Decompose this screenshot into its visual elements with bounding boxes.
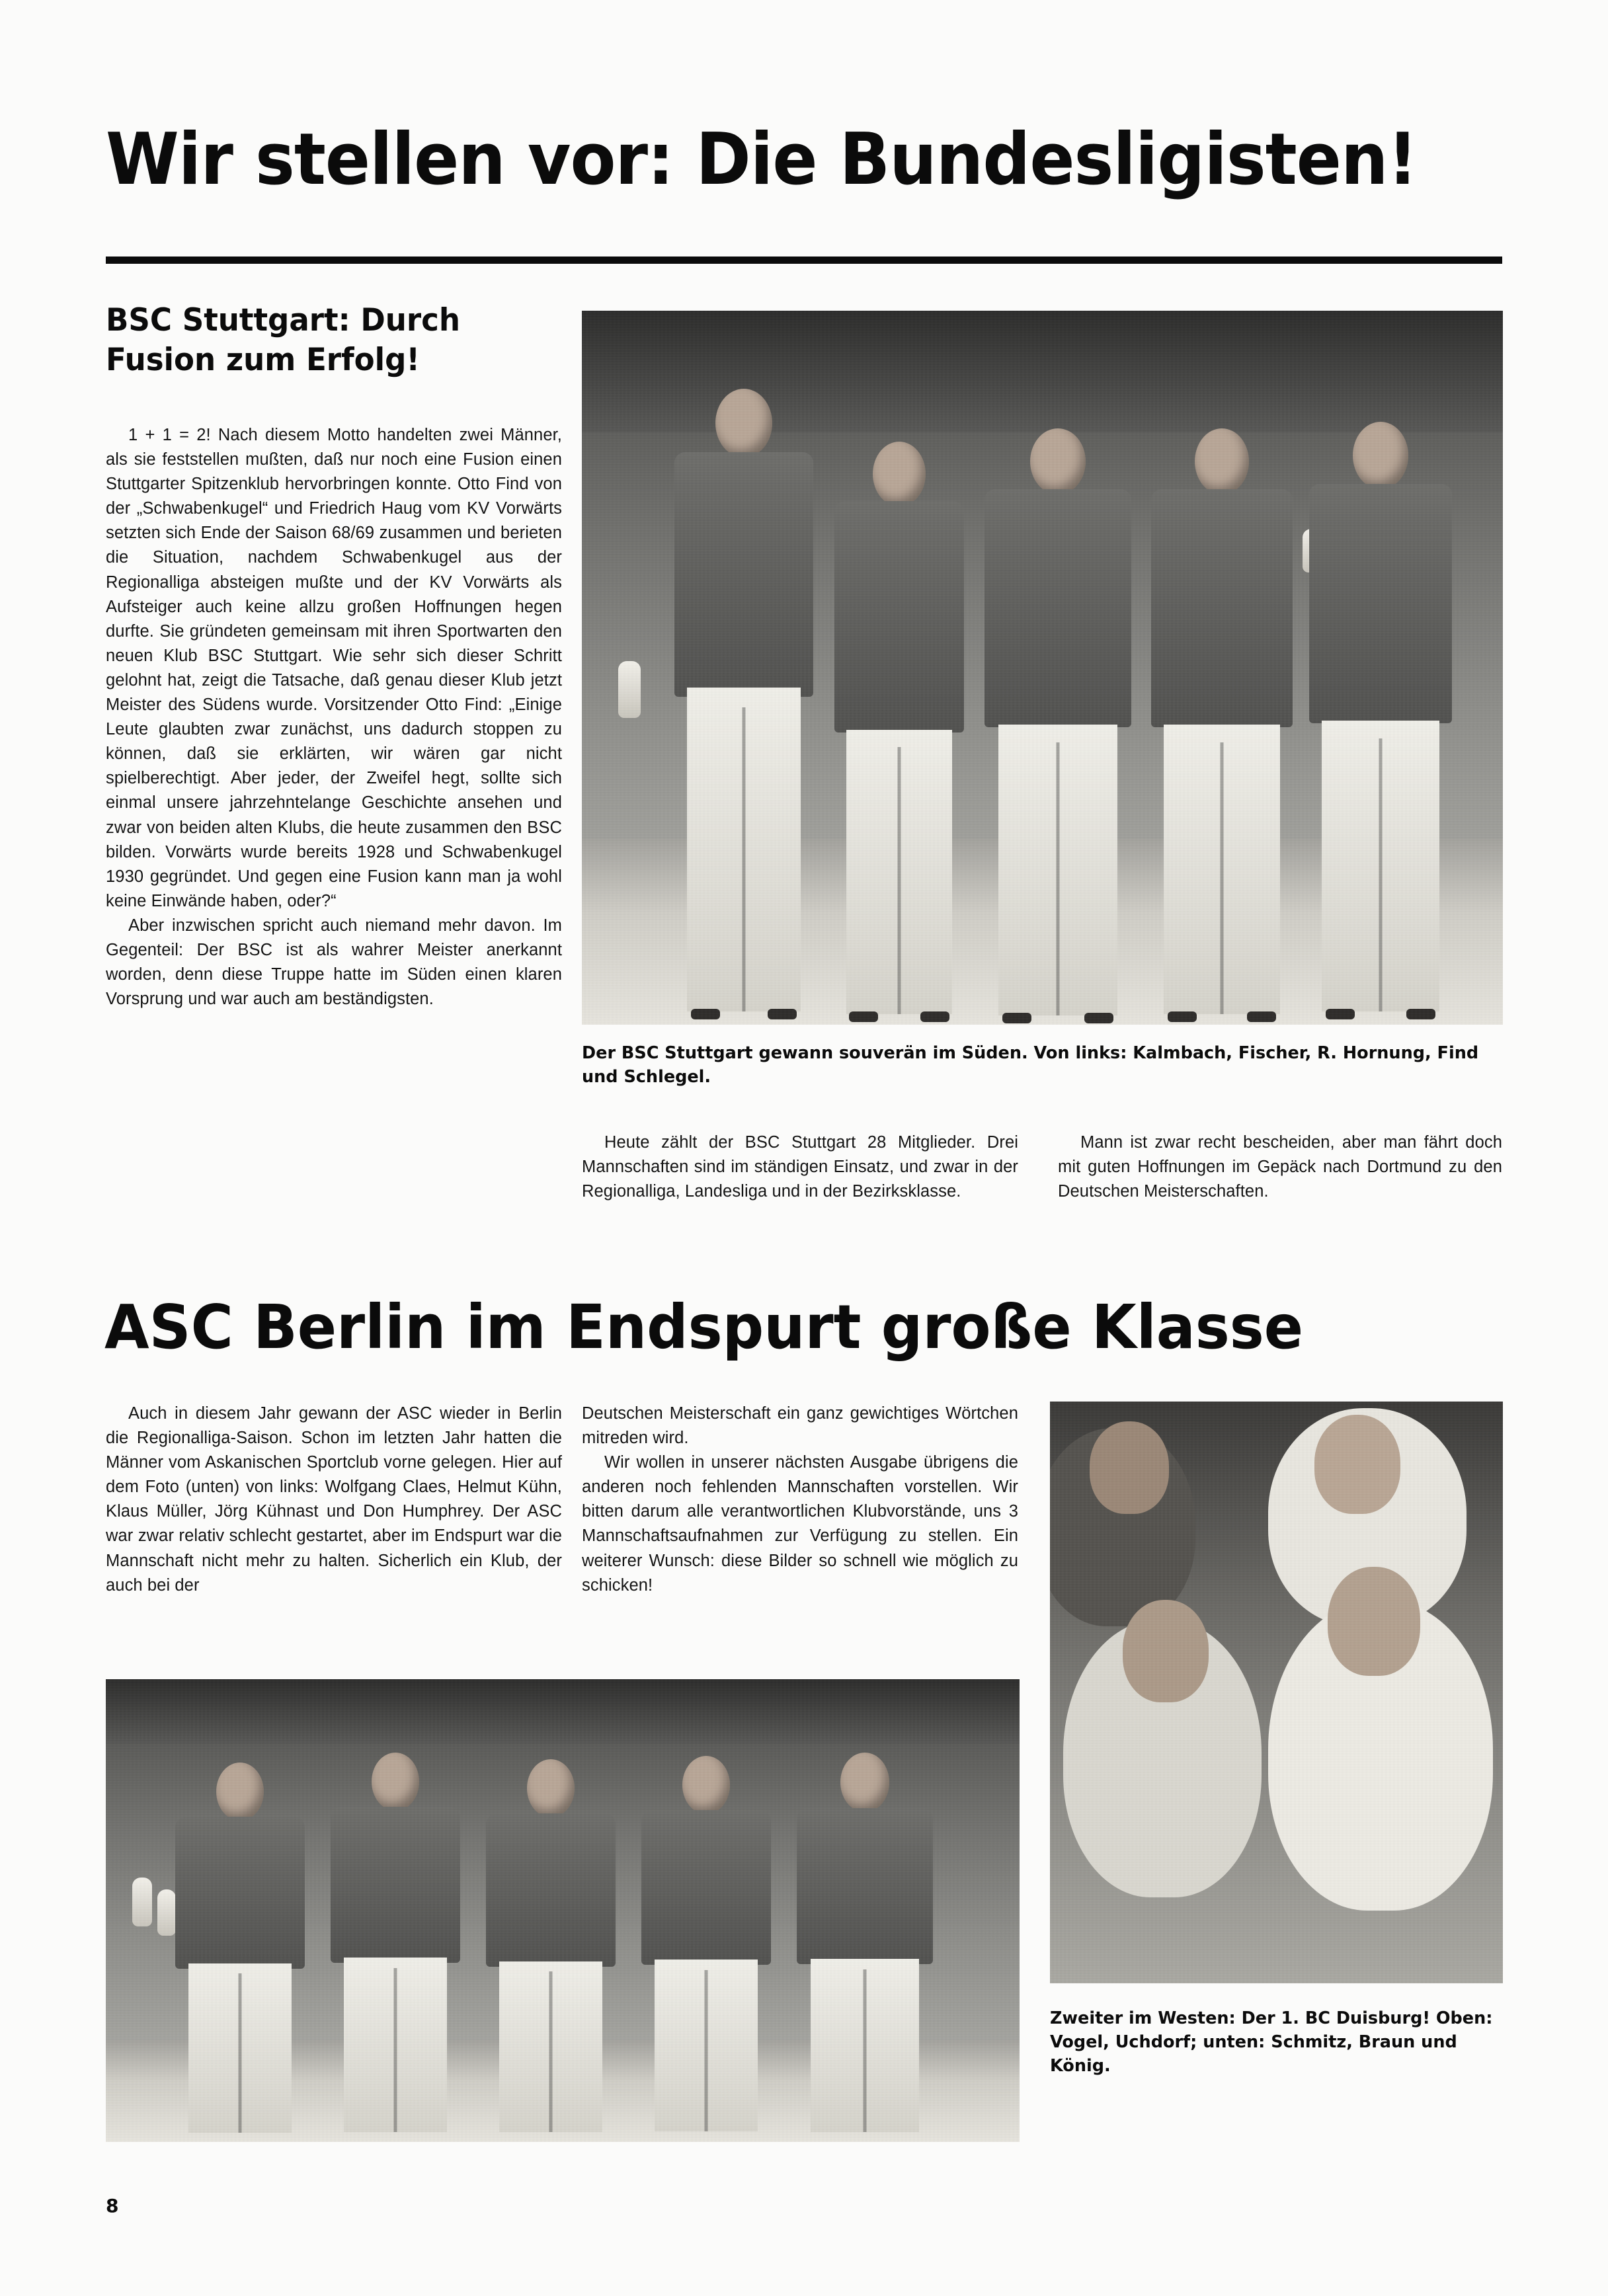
person-figure [635, 1756, 777, 2133]
person-legs [998, 725, 1117, 1015]
person-head [1123, 1600, 1209, 1702]
person-torso [641, 1810, 771, 1965]
photo-caption-right: Zweiter im Westen: Der 1. BC Duisburg! Oben: Vogel, Uchdorf; unten: Schmitz, Braun und König. [1050, 2008, 1493, 2077]
bowling-pin-icon [618, 661, 641, 718]
person-torso [175, 1817, 305, 1969]
person-figure [324, 1753, 466, 2133]
person-head [372, 1753, 419, 1811]
person-torso [1151, 489, 1293, 727]
person-torso [985, 489, 1131, 727]
paragraph: Deutschen Meisterschaft ein ganz gewichtiges Wörtchen mitreden wird. [582, 1404, 1018, 1448]
person-figure [668, 389, 820, 1010]
person-head [1090, 1421, 1169, 1514]
section2-column-2 [582, 1402, 1018, 1598]
person-torso [797, 1808, 933, 1964]
paragraph: Aber inzwischen spricht auch niemand mehr davon. Im Gegenteil: Der BSC ist als wahrer Meister anerkannt worden, denn diese Truppe hatte im Süden einen klaren Vorsprung und war auch am beständigsten. [106, 916, 562, 1009]
person-head [682, 1756, 730, 1814]
person-head [840, 1753, 889, 1812]
person-figure [1144, 428, 1299, 1010]
photo-asc-berlin-team [106, 1679, 1020, 2142]
person-head [1328, 1567, 1420, 1676]
photo-ceiling [106, 1679, 1020, 1744]
person-head [1030, 428, 1086, 495]
person-head [715, 389, 772, 457]
paragraph: Mann ist zwar recht bescheiden, aber man fährt doch mit guten Hoffnungen im Gepäck nach Dortmund zu den Deutschen Meisterschaften. [1058, 1133, 1502, 1201]
person-head [1353, 422, 1408, 489]
person-figure [1303, 422, 1458, 1010]
person-torso [486, 1813, 616, 1967]
person-head [527, 1759, 575, 1817]
person-torso [1309, 484, 1452, 723]
section1-column-1 [106, 423, 562, 1011]
paragraph: Wir wollen in unserer nächsten Ausgabe übrigens die anderen noch fehlenden Mannschaften vorstellen. Wir bitten darum alle verantwortlichen Klubvorstände, uns 3 Mannschaftsaufnahmen zur Verfügung zu stellen. Ein weiterer Wunsch: diese Bilder so schnell wie möglich zu schicken! [582, 1453, 1018, 1595]
masthead [106, 118, 1508, 201]
page-number: 8 [106, 2195, 119, 2217]
person-figure [479, 1759, 622, 2133]
person-legs [344, 1958, 447, 2132]
bowling-pin-icon [132, 1878, 152, 1926]
person-torso [674, 452, 813, 697]
person-head [1314, 1415, 1400, 1514]
photo-bc-duisburg [1050, 1402, 1503, 1983]
person-torso [331, 1807, 460, 1963]
header-divider [106, 257, 1502, 264]
person-legs [655, 1960, 758, 2131]
person-legs [687, 688, 801, 1011]
section2-column-1 [106, 1402, 562, 1598]
paragraph: Auch in diesem Jahr gewann der ASC wieder in Berlin die Regionalliga-Saison. Schon im letzten Jahr hatten die Männer vom Askanischen Sportclub vorne gelegen. Hier auf dem Foto (unten) von links: Wolfgang Claes, Helmut Kühn, Klaus Müller, Jörg Kühnast und Don Humphrey. Der ASC war zwar relativ schlecht gestartet, aber im Endspurt war die Mannschaft nicht mehr zu halten. Sicherlich ein Klub, der auch bei der [106, 1404, 562, 1595]
person-figure [979, 428, 1137, 1010]
person-head [873, 442, 926, 506]
person-legs [1322, 721, 1439, 1011]
paragraph: Heute zählt der BSC Stuttgart 28 Mitglieder. Drei Mannschaften sind im ständigen Einsatz, und zwar in der Regionalliga, Landesliga und in der Bezirksklasse. [582, 1133, 1018, 1201]
section1-headline: BSC Stuttgart: Durch Fusion zum Erfolg! [106, 302, 461, 379]
page-title: Wir stellen vor: Die Bundesligisten! [106, 118, 1418, 201]
person-legs [1164, 725, 1280, 1014]
paragraph: 1 + 1 = 2! Nach diesem Motto handelten zwei Männer, als sie feststellen mußten, daß nur noch eine Fusion einen Stuttgarter Spitzenklub hervorbringen konnte. Otto Find von der „Schwabenkugel“ und Friedrich Haug vom KV Vorwärts setzten sich Ende der Saison 68/69 zusammen und berieten die Situation, nachdem Schwabenkugel aus der Regionalliga absteigen mußte und der KV Vorwärts als Aufsteiger auch keine allzu großen Hoffnungen hegen durfte. Sie gründeten gemeinsam mit ihren Sportwarten den neuen Klub BSC Stuttgart. Wie sehr sich dieser Schritt gelohnt hat, zeigt die Tatsache, daß genau dieser Klub jetzt Meister des Südens wurde. Vorsitzender Otto Find: „Einige Leute glaubten zwar zunächst, uns dadurch stoppen zu können, daß sie erklärten, wir wären gar nicht spielberechtigt. Aber jeder, der Zweifel hegt, sollte sich einmal unsere jahrzehntelange Geschichte ansehen und zwar von beiden alten Klubs, die heute zusammen den BSC bilden. Vorwärts wurde bereits 1928 und Schwabenkugel 1930 gegründet. Und gegen eine Fusion kann man ja wohl keine Einwände haben, oder?“ [106, 426, 562, 910]
person-torso [834, 501, 964, 732]
person-head [1195, 428, 1249, 495]
person-legs [499, 1961, 602, 2132]
person-legs [188, 1963, 292, 2133]
person-legs [846, 730, 952, 1014]
photo-caption-top: Der BSC Stuttgart gewann souverän im Süden. Von links: Kalmbach, Fischer, R. Hornung, Find und Schlegel. [582, 1043, 1479, 1088]
person-head [216, 1762, 264, 1821]
person-figure [790, 1753, 939, 2133]
section1-column-3 [1058, 1130, 1502, 1204]
section2-headline: ASC Berlin im Endspurt große Klasse [104, 1292, 1304, 1363]
photo-bsc-stuttgart-team [582, 311, 1503, 1025]
person-figure [826, 442, 972, 1010]
person-legs [811, 1959, 919, 2132]
section1-column-2 [582, 1130, 1018, 1204]
person-figure [169, 1762, 311, 2133]
